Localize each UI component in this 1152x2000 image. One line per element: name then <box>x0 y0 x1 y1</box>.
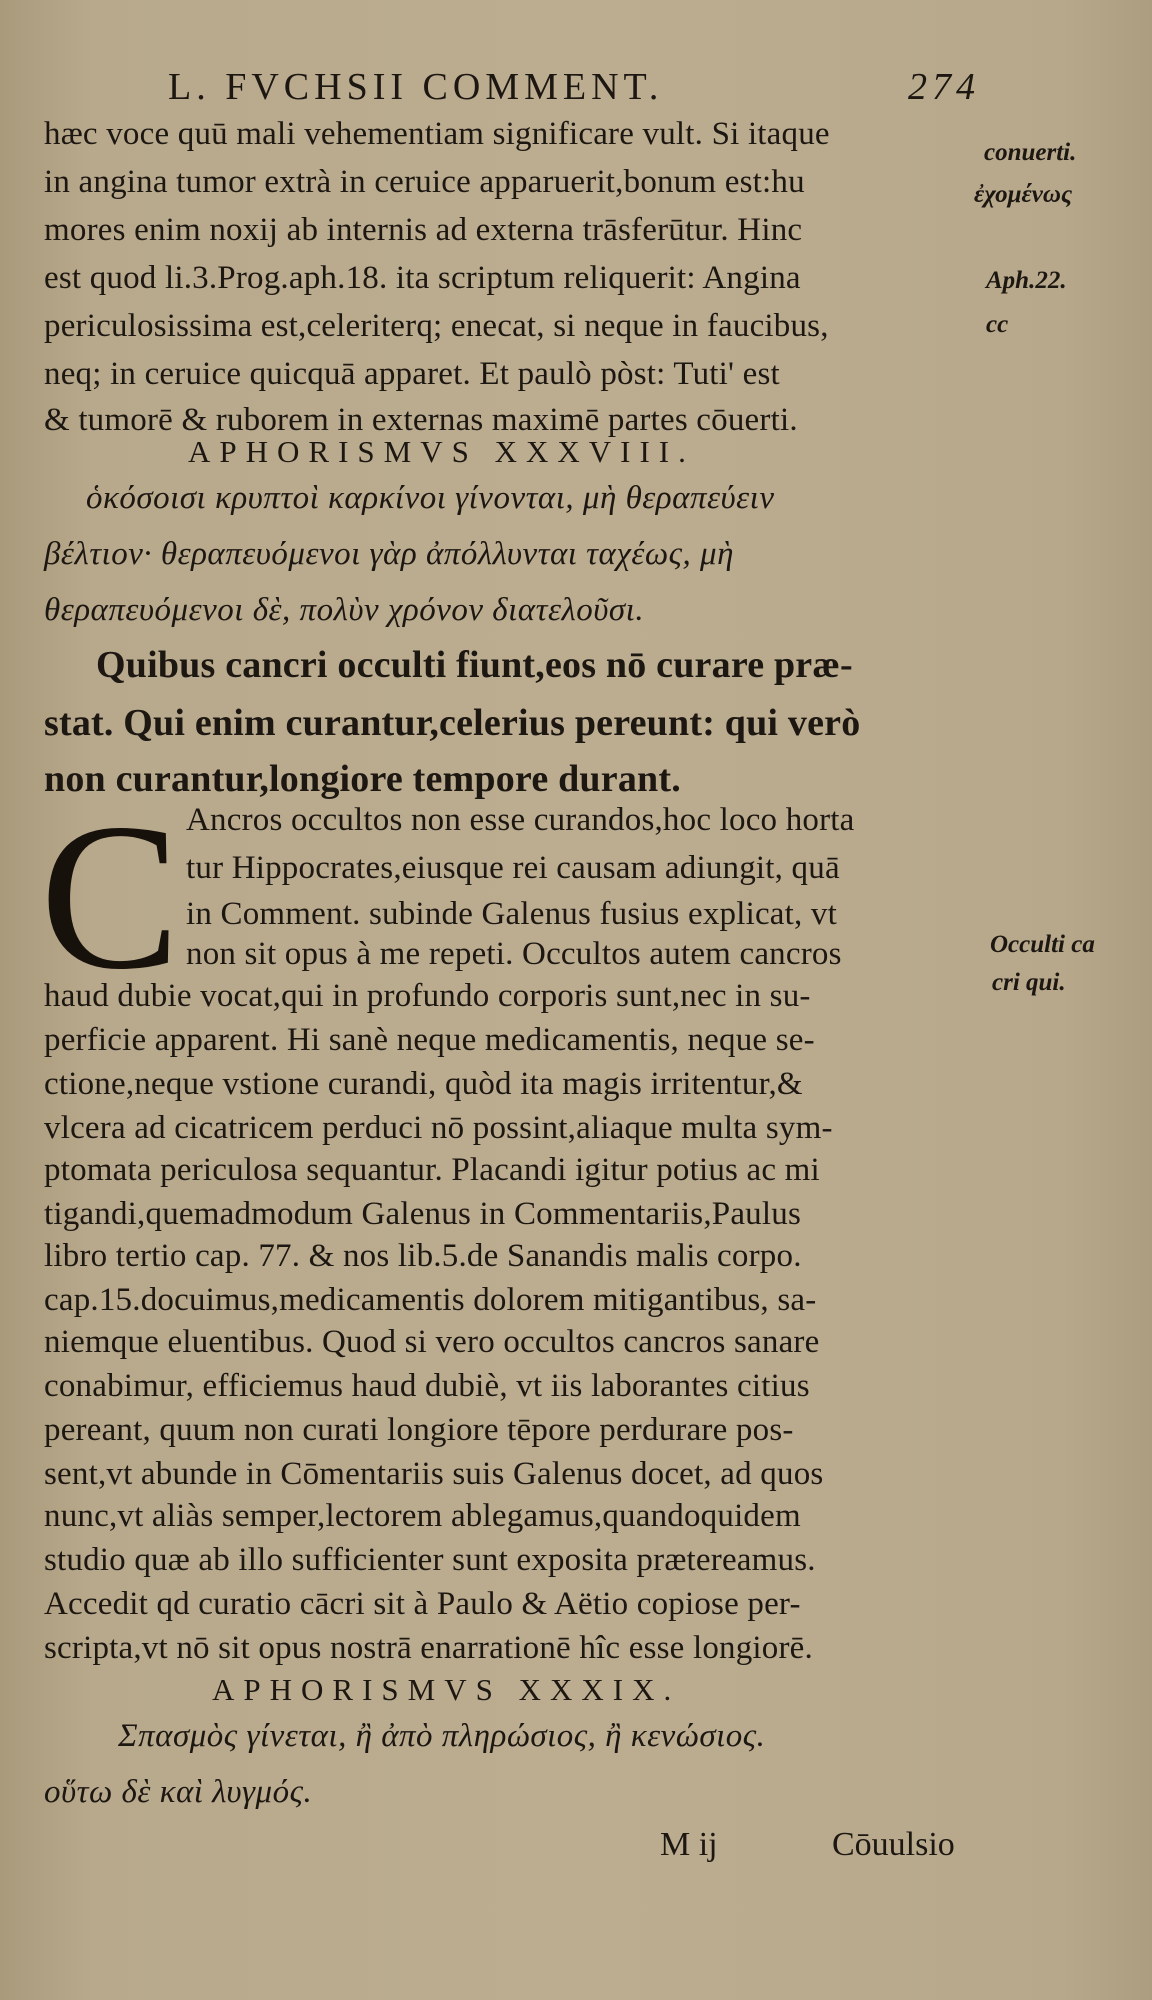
drop-cap: C <box>40 781 181 1013</box>
text-line: ctione,neque vstione curandi, quòd ita magis irritentur,& <box>44 1066 803 1102</box>
greek-line: βέλτιον· θεραπευόμενοι γὰρ ἀπόλλυνται ταχέως, μὴ <box>44 536 734 572</box>
margin-note: Occulti ca <box>990 931 1095 958</box>
text-line: haud dubie vocat,qui in profundo corporis sunt,nec in su- <box>44 978 811 1014</box>
text-line: conabimur, efficiemus haud dubiè, vt iis laborantes citius <box>44 1368 810 1404</box>
text-line: vlcera ad cicatricem perduci nō possint,aliaque multa sym- <box>44 1110 833 1146</box>
margin-note: cri qui. <box>992 969 1066 996</box>
aphorism-heading: APHORISMVS XXXVIII. <box>188 434 695 469</box>
latin-lemma-line: stat. Qui enim curantur,celerius pereunt: qui verò <box>44 702 861 744</box>
latin-lemma-line: Quibus cancri occulti fiunt,eos nō curare præ- <box>96 644 853 686</box>
text-line: non sit opus à me repeti. Occultos autem cancros <box>186 936 842 972</box>
signature-mark: M ij <box>660 1826 718 1863</box>
aphorism-heading: APHORISMVS XXXIX. <box>212 1672 681 1707</box>
margin-note: conuerti. <box>984 139 1077 166</box>
text-line: neq; in ceruice quicquā apparet. Et paulò pòst: Tuti' est <box>44 356 780 392</box>
greek-line: Σπασμὸς γίνεται, ἢ ἀπὸ πληρώσιος, ἢ κενώσιος. <box>118 1718 766 1754</box>
text-line: in angina tumor extrà in ceruice apparuerit,bonum est:hu <box>44 164 805 200</box>
text-line: pereant, quum non curati longiore tēpore perdurare pos- <box>44 1412 794 1448</box>
greek-line: οὕτω δὲ καὶ λυγμός. <box>44 1774 313 1810</box>
text-line: perficie apparent. Hi sanè neque medicamentis, neque se- <box>44 1022 815 1058</box>
margin-note: cc <box>986 311 1009 338</box>
latin-lemma-line: non curantur,longiore tempore durant. <box>44 758 681 800</box>
running-header-title: L. FVCHSII COMMENT. <box>168 66 664 108</box>
greek-line: ὁκόσοισι κρυπτοὶ καρκίνοι γίνονται, μὴ θεραπεύειν <box>86 480 775 516</box>
text-line: tigandi,quemadmodum Galenus in Commentariis,Paulus <box>44 1196 801 1232</box>
text-line: scripta,vt nō sit opus nostrā enarrationē hîc esse longiorē. <box>44 1630 813 1666</box>
text-line: in Comment. subinde Galenus fusius explicat, vt <box>186 896 837 932</box>
text-line: mores enim noxij ab internis ad externa trāsferūtur. Hinc <box>44 212 803 248</box>
margin-note: Aph.22. <box>986 267 1067 294</box>
text-line: sent,vt abunde in Cōmentariis suis Galenus docet, ad quos <box>44 1456 824 1492</box>
text-line: niemque eluentibus. Quod si vero occultos cancros sanare <box>44 1324 820 1360</box>
text-line: libro tertio cap. 77. & nos lib.5.de Sanandis malis corpo. <box>44 1238 802 1274</box>
text-line: periculosissima est,celeriterq; enecat, si neque in faucibus, <box>44 308 829 344</box>
text-line: tur Hippocrates,eiusque rei causam adiungit, quā <box>186 850 840 886</box>
margin-note: ἐχομένως <box>974 181 1073 208</box>
text-line: studio quæ ab illo sufficienter sunt exposita prætereamus. <box>44 1542 816 1578</box>
greek-line: θεραπευόμενοι δὲ, πολὺν χρόνον διατελοῦσι. <box>44 592 645 628</box>
text-line: hæc voce quū mali vehementiam significare vult. Si itaque <box>44 116 830 152</box>
text-line: cap.15.docuimus,medicamentis dolorem mitigantibus, sa- <box>44 1282 817 1318</box>
text-line: nunc,vt aliàs semper,lectorem ablegamus,quandoquidem <box>44 1498 801 1534</box>
text-line: Ancros occultos non esse curandos,hoc loco horta <box>186 802 855 838</box>
text-line: & tumorē & ruborem in externas maximē partes cōuerti. <box>44 402 798 438</box>
text-line: Accedit qd curatio cācri sit à Paulo & Aëtio copiose per- <box>44 1586 801 1622</box>
text-line: ptomata periculosa sequantur. Placandi igitur potius ac mi <box>44 1152 820 1188</box>
catchword: Cōuulsio <box>832 1826 955 1863</box>
text-line: est quod li.3.Prog.aph.18. ita scriptum reliquerit: Angina <box>44 260 801 296</box>
page-number: 274 <box>908 66 980 108</box>
